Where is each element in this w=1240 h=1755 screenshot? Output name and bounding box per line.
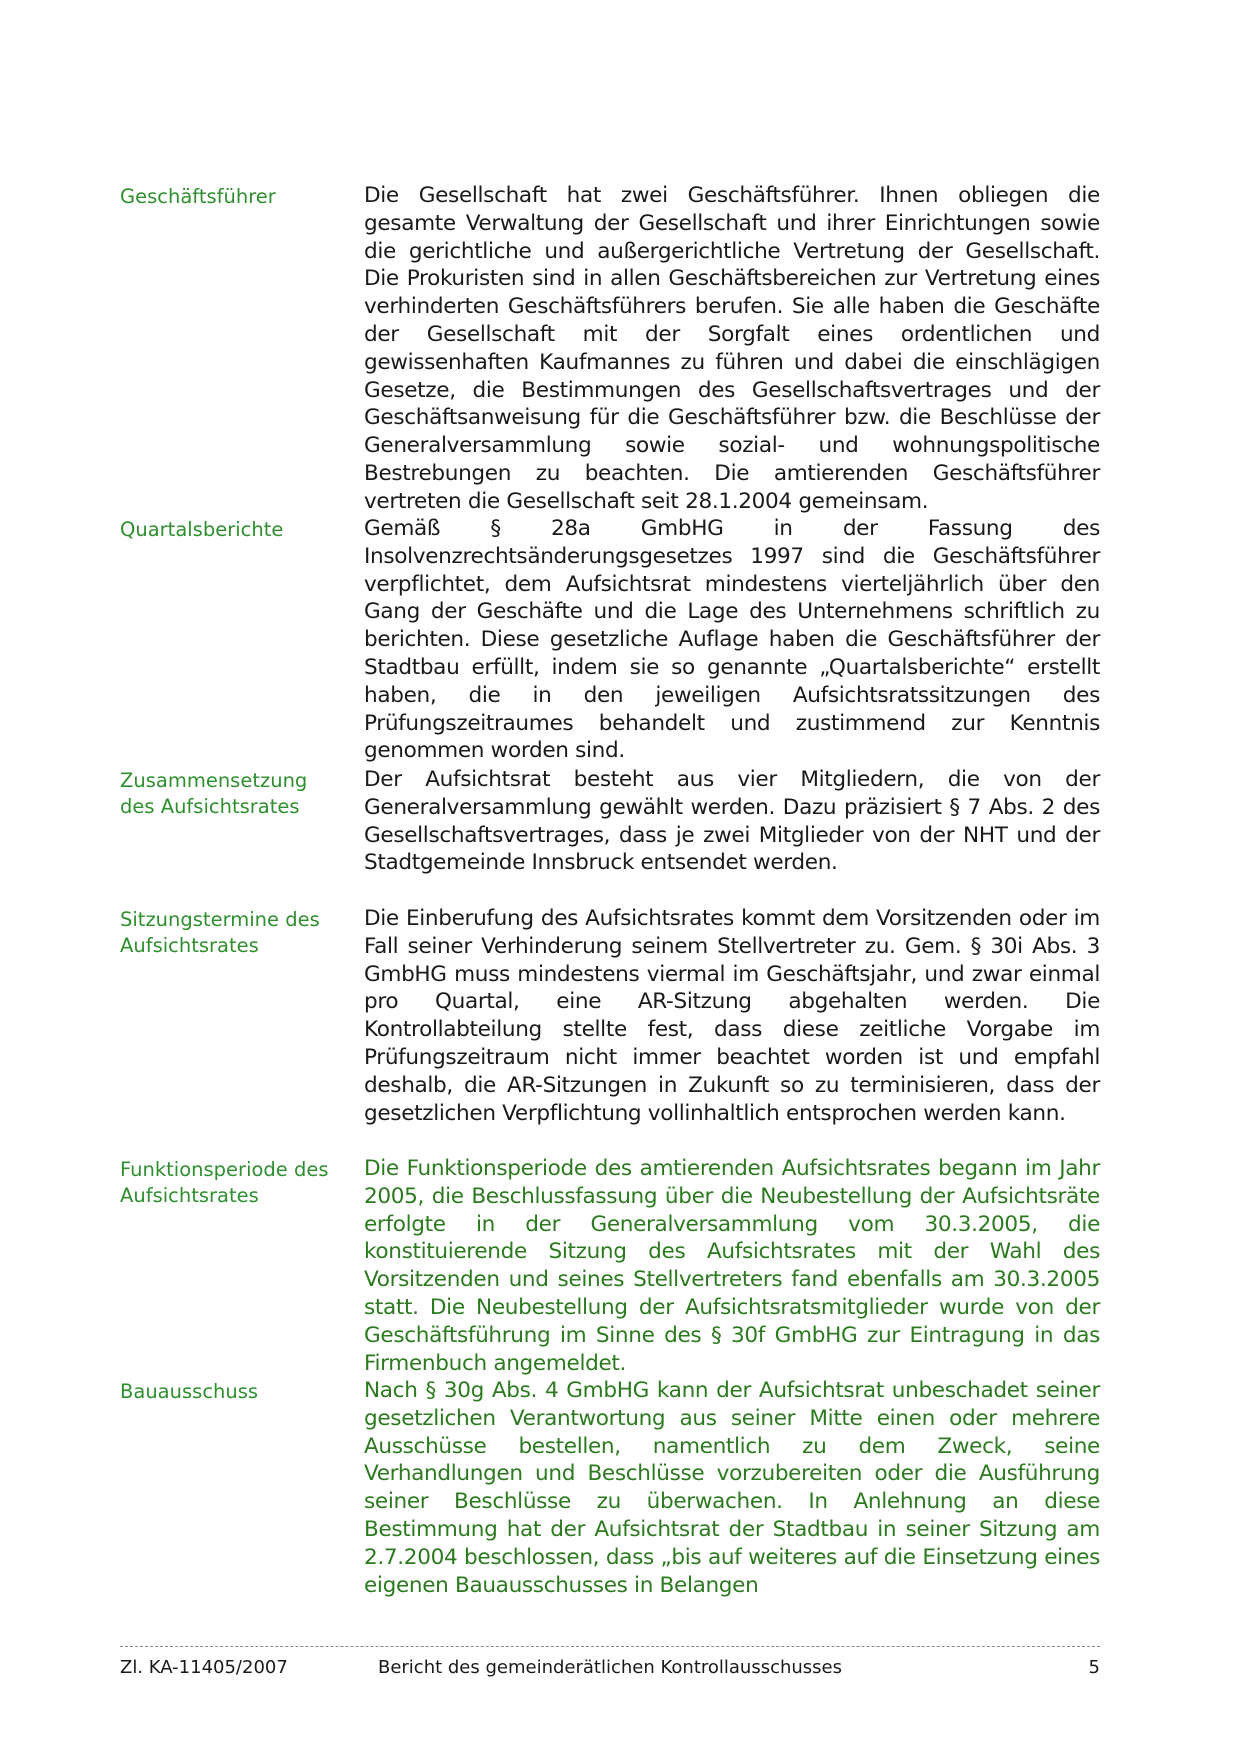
footer-divider: [120, 1646, 1100, 1647]
footer-reference: Zl. KA-11405/2007: [120, 1657, 288, 1678]
section-label: Geschäftsführer: [120, 185, 276, 208]
section-label: Sitzungstermine des Aufsichtsrates: [120, 908, 320, 957]
section-text: Die Einberufung des Aufsichtsrates kommt dem Vorsitzenden oder im Fall seiner Verhinderung seinem Stellvertreter zu. Gem. § 30i Abs. 3 GmbHG muss mindestens viermal im Geschäftsjahr, und zwar einmal pro Quartal, eine AR-Sitzung abgehalten werden. Die Kontrollabteilung stellte fest, dass diese zeitliche Vorgabe im Prüfungszeitraum nicht immer beachtet worden ist und empfahl deshalb, die AR-Sitzungen in Zukunft so zu terminisieren, dass der gesetzlichen Verpflichtung vollinhaltlich entsprochen werden kann.: [364, 906, 1100, 1126]
section-text: Nach § 30g Abs. 4 GmbHG kann der Aufsichtsrat unbeschadet seiner gesetzlichen Verantwortung aus seiner Mitte einen oder mehrere Ausschüsse bestellen, namentlich zu dem Zweck, seine Verhandlungen und Beschlüsse vorzubereiten oder die Ausführung seiner Beschlüsse zu überwachen. In Anlehnung an diese Bestimmung hat der Aufsichtsrat der Stadtbau in seiner Sitzung am 2.7.2004 beschlossen, dass „bis auf weiteres auf die Einsetzung eines eigenen Bauausschusses in Belangen: [364, 1378, 1100, 1598]
section-label: Zusammensetzung des Aufsichtsrates: [120, 769, 308, 818]
footer-page-number: 5: [1088, 1657, 1100, 1678]
section-text: Gemäß § 28a GmbHG in der Fassung des Insolvenzrechtsänderungsgesetzes 1997 sind die Geschäftsführer verpflichtet, dem Aufsichtsrat mindestens vierteljährlich über den Gang der Geschäfte und die Lage des Unternehmens schriftlich zu berichten. Diese gesetzliche Auflage haben die Geschäftsführer der Stadtbau erfüllt, indem sie so genannte „Quartalsberichte“ erstellt haben, die in den jeweiligen Aufsichtsratssitzungen des Prüfungszeitraumes behandelt und zustimmend zur Kenntnis genommen worden sind.: [364, 516, 1100, 764]
section-text: Der Aufsichtsrat besteht aus vier Mitgliedern, die von der Generalversammlung gewählt werden. Dazu präzisiert § 7 Abs. 2 des Gesellschaftsvertrages, dass je zwei Mitglieder von der NHT und der Stadtgemeinde Innsbruck entsendet werden.: [364, 767, 1100, 876]
page-footer: [120, 1655, 1100, 1681]
footer-title: Bericht des gemeinderätlichen Kontrollausschusses: [377, 1657, 843, 1678]
section-text: Die Funktionsperiode des amtierenden Aufsichtsrates begann im Jahr 2005, die Beschlussfassung über die Neubestellung der Aufsichtsräte erfolgte in der Generalversammlung vom 30.3.2005, die konstituierende Sitzung des Aufsichtsrates mit der Wahl des Vorsitzenden und seines Stellvertreters fand ebenfalls am 30.3.2005 statt. Die Neubestellung der Aufsichtsratsmitglieder wurde von der Geschäftsführung im Sinne des § 30f GmbHG zur Eintragung in das Firmenbuch angemeldet.: [364, 1156, 1100, 1376]
section-label: Quartalsberichte: [120, 518, 284, 541]
section-label: Funktionsperiode des Aufsichtsrates: [120, 1158, 329, 1207]
section-label: Bauausschuss: [120, 1380, 259, 1403]
section-text: Die Gesellschaft hat zwei Geschäftsführer. Ihnen obliegen die gesamte Verwaltung der Gesellschaft und ihrer Einrichtungen sowie die gerichtliche und außergerichtliche Vertretung der Gesellschaft. Die Prokuristen sind in allen Geschäftsbereichen zur Vertretung eines verhinderten Geschäftsführers berufen. Sie alle haben die Geschäfte der Gesellschaft mit der Sorgfalt eines ordentlichen und gewissenhaften Kaufmannes zu führen und dabei die einschlägigen Gesetze, die Bestimmungen des Gesellschaftsvertrages und der Geschäftsanweisung für die Geschäftsführer bzw. die Beschlüsse der Generalversammlung sowie sozial- und wohnungspolitische Bestrebungen zu beachten. Die amtierenden Geschäftsführer vertreten die Gesellschaft seit 28.1.2004 gemeinsam.: [364, 183, 1100, 514]
